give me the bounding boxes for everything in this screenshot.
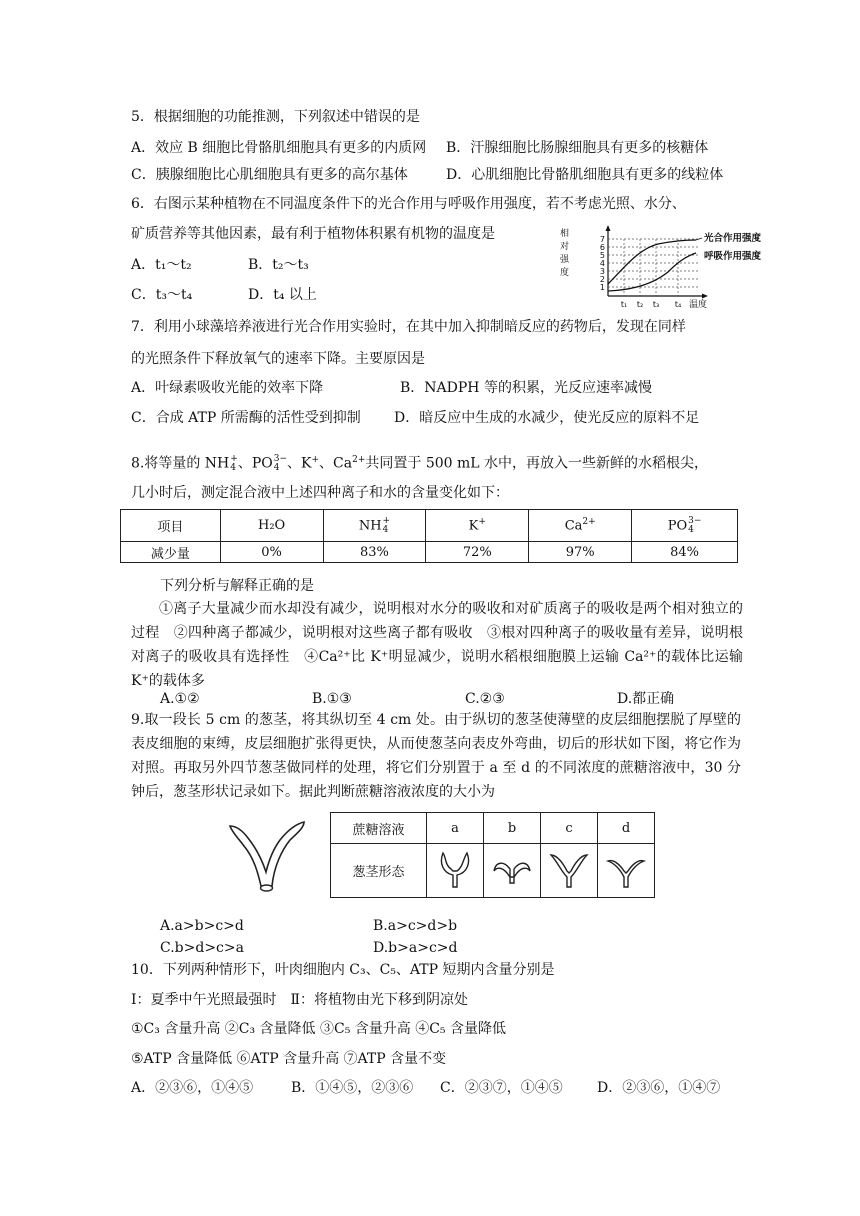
q6-graph-ytick: 7 (599, 235, 605, 244)
q7-option-b: B．NADPH 等的积累，光反应速率减慢 (400, 380, 652, 396)
q8-table-header-water: H₂O (220, 510, 323, 542)
q5-stem: 5．根据细胞的功能推测，下列叙述中错误的是 (131, 109, 420, 125)
q9-table-col: a (427, 813, 484, 844)
q10-option-d: D．②③⑥，①④⑦ (597, 1080, 721, 1096)
q9-option-c: C.b>d>c>a (160, 940, 244, 956)
q7-option-c: C．合成 ATP 所需酶的活性受到抑制 (131, 410, 361, 426)
q8-table-header-item: 项目 (121, 510, 221, 542)
q9-table-header-shape: 葱茎形态 (331, 844, 427, 898)
q10-option-c: C．②③⑦，①④⑤ (440, 1080, 563, 1096)
q6-graph-ytick: 6 (599, 243, 605, 252)
q6-photosynthesis-label: 光合作用强度 (704, 233, 762, 244)
q9-table-col: d (598, 813, 655, 844)
q6-option-c: C．t₃～t₄ (131, 287, 193, 303)
q8-analysis: ①离子大量减少而水却没有减少，说明根对水分的吸收和对矿质离子的吸收是两个相对独立的过程 ②四种离子都减少，说明根对这些离子都有吸收 ③根对四种离子的吸收量有差异，说明根对离子的吸收具有选择性 ④Ca²⁺比 K⁺明显减少，说明水稻根细胞膜上运输 Ca²⁺的载体比运输 K⁺的载体多 (131, 601, 743, 689)
q6-graph-ylabel: 相对强度 (560, 229, 570, 278)
q8-table-header-ca: $Ca^{2+}$ (529, 510, 632, 542)
q6-respiration-label: 呼吸作用强度 (704, 251, 762, 262)
q6-graph (558, 224, 773, 310)
q8-ion-table (120, 509, 738, 563)
q9-shape-c (541, 844, 598, 898)
q9-stem: 9.取一段长 5 cm 的葱茎，将其纵切至 4 cm 处。由于纵切的葱茎使薄壁的皮层细胞摆脱了厚壁的表皮细胞的束缚，皮层细胞扩张得更快，从而使葱茎向表皮外弯曲，切后的形状如下图，将它作为对照。再取另外四节葱茎做同样的处理，将它们分别置于 a 至 d 的不同浓度的蔗糖溶液中，30 分钟后，葱茎形状记录如下。据此判断蔗糖溶液浓度的大小为 (131, 712, 741, 800)
q9-table-col: b (484, 813, 541, 844)
q5-option-c: C．胰腺细胞比心肌细胞具有更多的高尔基体 (131, 167, 408, 183)
q10-options-line2: ⑤ATP 含量降低 ⑥ATP 含量升高 ⑦ATP 含量不变 (131, 1051, 447, 1067)
q6-graph-xtick: t₄ (674, 300, 682, 309)
q8-option-b: B.①③ (312, 691, 352, 707)
q6-graph-ytick: 4 (599, 259, 605, 268)
q6-graph-xlabel: 温度 (689, 300, 708, 310)
q9-shape-b (484, 844, 541, 898)
q6-graph-ytick: 1 (599, 283, 605, 292)
q10-cases: Ⅰ：夏季中午光照最强时 Ⅱ：将植物由光下移到阴凉处 (131, 992, 469, 1008)
q6-graph-ytick: 5 (599, 251, 605, 260)
q7-option-d: D．暗反应中生成的水减少，使光反应的原料不足 (394, 410, 700, 426)
q6-option-b: B．t₂～t₃ (248, 257, 309, 273)
q6-option-d: D．t₄ 以上 (248, 287, 317, 303)
q8-stem-line2: 几小时后，测定混合液中上述四种离子和水的含量变化如下： (131, 485, 509, 501)
q5-option-b: B．汗腺细胞比肠腺细胞具有更多的核糖体 (446, 140, 709, 156)
q6-graph-ytick: 2 (599, 275, 605, 284)
q6-stem-line1: 6．右图示某种植物在不同温度条件下的光合作用与呼吸作用强度，若不考虑光照、水分、 (131, 196, 686, 212)
q8-stem-line1: 8.将等量的 NH + 4 、PO 3− 4 、K+、$Ca^{2+}$共同置于 500 mL 水中，再放入一些新鲜的水稻根尖， (131, 453, 709, 473)
q8-table-cell: 0% (220, 542, 323, 563)
q10-options-line1: ①C₃ 含量升高 ②C₃ 含量降低 ③C₅ 含量升高 ④C₅ 含量降低 (131, 1021, 506, 1037)
q8-table-header-k: K+ (426, 510, 529, 542)
q8-table-cell: 72% (426, 542, 529, 563)
q7-stem-line2: 的光照条件下释放氧气的速率下降。主要原因是 (131, 351, 425, 367)
q6-graph-ytick: 3 (599, 267, 605, 276)
q6-respiration-curve (608, 253, 696, 291)
q10-stem: 10．下列两种情形下，叶肉细胞内 C₃、C₅、ATP 短期内含量分别是 (131, 962, 555, 978)
q5-option-d: D．心肌细胞比骨骼肌细胞具有更多的线粒体 (446, 167, 724, 183)
q8-option-d: D.都正确 (617, 691, 675, 707)
q8-table-header-nh4: NH + 4 (323, 510, 426, 542)
q9-option-d: D.b>a>c>d (373, 940, 458, 956)
q8-table-row-label: 减少量 (121, 542, 221, 563)
q8-lead: 下列分析与解释正确的是 (160, 578, 314, 594)
q8-table-header-po4: PO 3− 4 (632, 510, 738, 542)
q9-table-col: c (541, 813, 598, 844)
q6-photosynthesis-curve (608, 240, 696, 284)
q10-option-b: B．①④⑤，②③⑥ (291, 1080, 414, 1096)
q9-control-stem-figure (228, 818, 308, 898)
q6-option-a: A．t₁～t₂ (131, 257, 192, 273)
q5-option-a: A．效应 B 细胞比骨骼肌细胞具有更多的内质网 (131, 140, 427, 156)
q6-stem-line2: 矿质营养等其他因素，最有利于植物体积累有机物的温度是 (131, 226, 495, 242)
q7-option-a: A．叶绿素吸收光能的效率下降 (131, 380, 324, 396)
q8-option-c: C.②③ (465, 691, 505, 707)
q8-table-cell: 84% (632, 542, 738, 563)
q9-shape-d (598, 844, 655, 898)
q9-option-a: A.a>b>c>d (160, 918, 244, 934)
q10-option-a: A．②③⑥，①④⑤ (131, 1080, 254, 1096)
q7-stem-line1: 7．利用小球藻培养液进行光合作用实验时，在其中加入抑制暗反应的药物后，发现在同样 (131, 319, 686, 335)
q9-option-b: B.a>c>d>b (373, 918, 458, 934)
q9-shape-a (427, 844, 484, 898)
q6-graph-xtick: t₁ (620, 300, 628, 309)
q8-table-cell: 97% (529, 542, 632, 563)
q6-graph-xtick: t₂ (636, 300, 644, 309)
q6-graph-xtick: t₃ (652, 300, 660, 309)
q9-shape-table (330, 812, 655, 898)
q9-table-header-solution: 蔗糖溶液 (331, 813, 427, 844)
q8-option-a: A.①② (160, 691, 200, 707)
q8-table-cell: 83% (323, 542, 426, 563)
